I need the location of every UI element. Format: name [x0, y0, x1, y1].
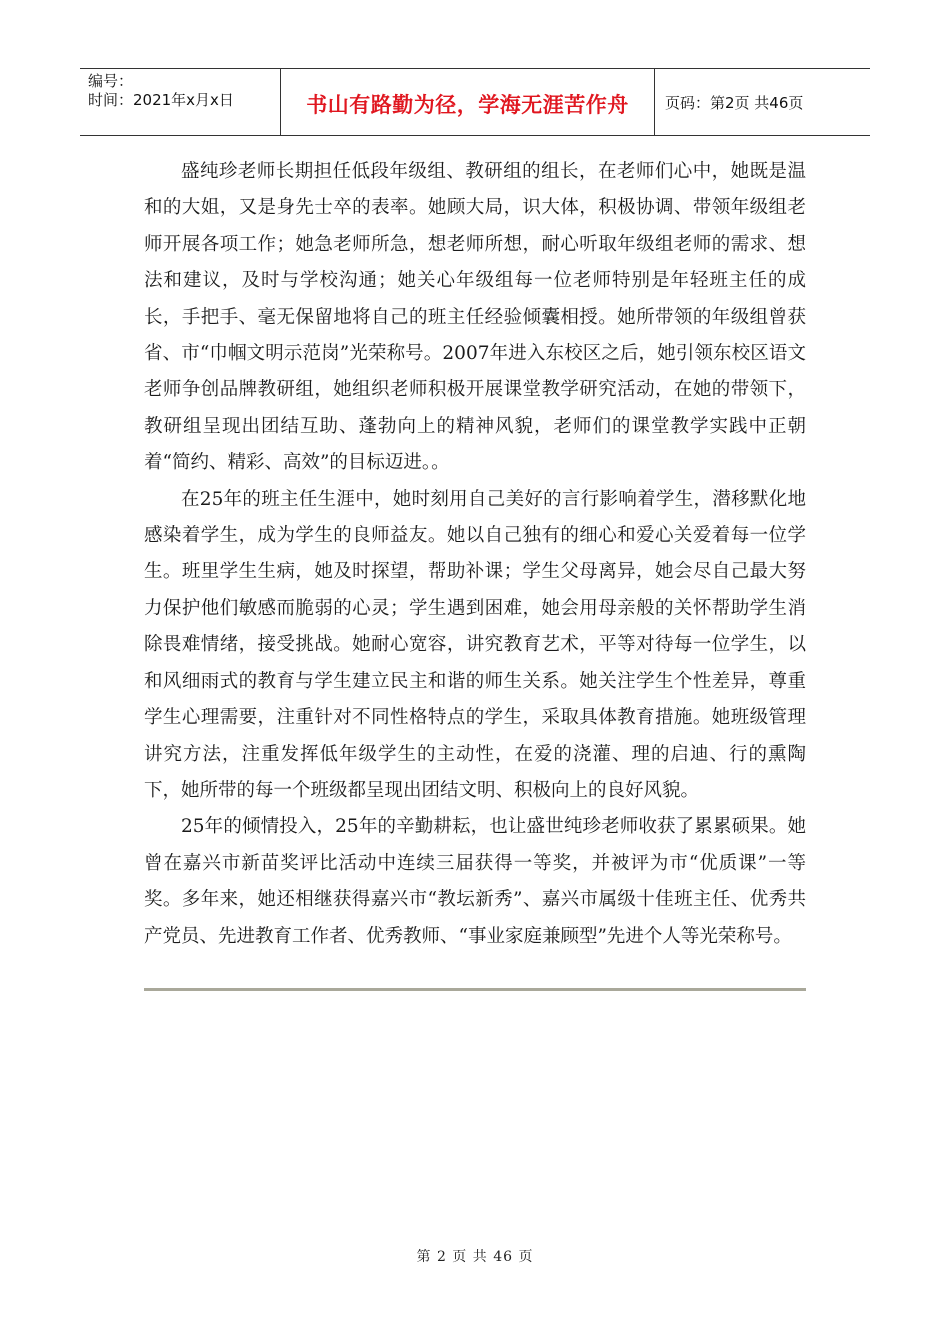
header-motto: 书山有路勤为径，学海无涯苦作舟	[306, 93, 629, 117]
section-divider	[144, 988, 806, 991]
page-header	[80, 68, 870, 136]
body-paragraph: 盛纯珍老师长期担任低段年级组、教研组的组长，在老师们心中，她既是温和的大姐，又是身先士卒的表率。她顾大局，识大体，积极协调、带领年级组老师开展各项工作；她急老师所急，想老师所想，耐心听取年级组老师的需求、想法和建议，及时与学校沟通；她关心年级组每一位老师特别是年轻班主任的成长，手把手、毫无保留地将自己的班主任经验倾囊相授。她所带领的年级组曾获省、市“巾帼文明示范岗”光荣称号。2007年进入东校区之后，她引领东校区语文老师争创品牌教研组，她组织老师积极开展课堂教学研究活动，在她的带领下，教研组呈现出团结互助、蓬勃向上的精神风貌，老师们的课堂教学实践中正朝着“简约、精彩、高效”的目标迈进。。	[144, 161, 806, 474]
header-meta	[80, 69, 281, 135]
document-body	[144, 154, 806, 955]
header-motto-cell	[281, 69, 655, 135]
header-page-info: 页码：第2页 共46页	[665, 93, 804, 112]
body-paragraph: 25年的倾情投入，25年的辛勤耕耘，也让盛世纯珍老师收获了累累硕果。她曾在嘉兴市新苗奖评比活动中连续三届获得一等奖，并被评为市“优质课”一等奖。多年来，她还相继获得嘉兴市“教坛新秀”、嘉兴市属级十佳班主任、优秀共产党员、先进教育工作者、优秀教师、“事业家庭兼顾型”先进个人等光荣称号。	[144, 816, 806, 947]
page-footer: 第 2 页 共 46 页	[416, 1249, 534, 1265]
body-paragraph: 在25年的班主任生涯中，她时刻用自己美好的言行影响着学生，潜移默化地感染着学生，成为学生的良师益友。她以自己独有的细心和爱心关爱着每一位学生。班里学生生病，她及时探望，帮助补课；学生父母离异，她会尽自己最大努力保护他们敏感而脆弱的心灵；学生遇到困难，她会用母亲般的关怀帮助学生消除畏难情绪，接受挑战。她耐心宽容，讲究教育艺术，平等对待每一位学生，以和风细雨式的教育与学生建立民主和谐的师生关系。她关注学生个性差异，尊重学生心理需要，注重针对不同性格特点的学生，采取具体教育措施。她班级管理讲究方法，注重发挥低年级学生的主动性，在爱的浇灌、理的启迪、行的熏陶下，她所带的每一个班级都呈现出团结文明、积极向上的良好风貌。	[144, 488, 806, 801]
document-number-label: 编号：	[88, 72, 134, 90]
document-date: 时间：2021年x月x日	[88, 91, 234, 109]
